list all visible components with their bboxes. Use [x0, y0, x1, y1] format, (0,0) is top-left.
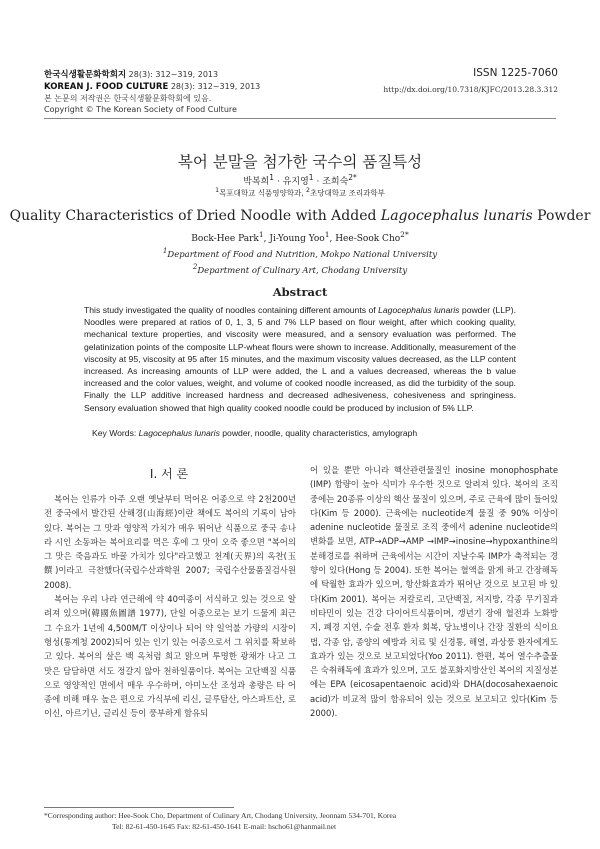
author-2-ko-sup: 1	[308, 173, 314, 182]
section-heading-introduction: I. 서 론	[149, 467, 189, 481]
journal-volume-ko: 28(3): 312~319, 2013	[128, 70, 219, 79]
author-2-en-sup: 1	[324, 230, 330, 239]
title-korean: 복어 분말을 첨가한 국수의 품질특성	[177, 153, 423, 171]
aff-ko-2: 초당대학교 조리과학부	[309, 188, 385, 198]
issn: ISSN 1225-7060	[473, 67, 558, 79]
abstract-part-1: This study investigated the quality of noodles containing different amounts of	[84, 305, 379, 315]
journal-volume-en: 28(3): 312~319, 2013	[170, 82, 261, 91]
keywords-rest: powder, noodle, quality characteristics, amylograph	[219, 428, 418, 438]
keywords-species: Lagocephalus lunaris	[138, 428, 220, 438]
corresponding-author-footnote	[44, 811, 396, 832]
title-english	[0, 208, 600, 224]
title-en-post: Powder	[532, 208, 591, 224]
copyright-line: Copyright © The Korean Society of Food Culture	[44, 105, 237, 114]
abstract-species: Lagocephalus lunaris	[378, 305, 460, 315]
abstract-body	[84, 304, 516, 414]
journal-name-en: KOREAN J. FOOD CULTURE	[44, 82, 169, 92]
footnote-line-1: *Corresponding author: Hee-Sook Cho, Department of Culinary Art, Chodang University, Jeonnam 534-701, Korea	[44, 811, 397, 820]
title-en-pre: Quality Characteristics of Dried Noodle with Added	[9, 208, 381, 224]
author-1-en: Bock-Hee Park	[191, 234, 259, 244]
paragraph: 복어는 인류가 아주 오랜 옛날부터 먹어온 어종으로 약 2천200년전 중국에서 발간된 산해경(山海經)이란 책에도 복어의 기록이 남아있다. 복어는 그 맛과 영양적 가치가 매우 뛰어난 식품으로 중국 송나라 시인 소동파는 복어요리를 먹은 후에 그 맛이 오죽 좋으면 "복어의 그 맛은 죽음과도 바꿀 가치가 있다"라고했고 천계(天界)의 옥찬(玉饌)이라고 극찬했다(국립수산과학원 2007; 국립수산물품질검사원 2008).	[44, 494, 296, 590]
affiliations-english	[0, 245, 600, 277]
copyright-notice-ko: 본 논문의 저작권은 한국식생활문화학회에 있음.	[44, 94, 212, 103]
abstract-heading: Abstract	[272, 285, 328, 299]
author-3-ko-sup: 2*	[348, 173, 357, 182]
aff-en-1: Department of Food and Nutrition, Mokpo National University	[167, 249, 438, 260]
author-1-en-sup: 1	[258, 230, 264, 239]
author-2-en: Ji-Young Yoo	[269, 234, 325, 244]
aff-en-sup-1: 1	[162, 246, 168, 255]
keywords-label: Key Words:	[92, 428, 139, 438]
aff-ko-1: 목포대학교 식품영양학과,	[219, 188, 306, 198]
author-3-ko: 조희숙	[322, 177, 349, 187]
author-3-en: Hee-Sook Cho	[335, 234, 401, 244]
journal-header	[44, 69, 260, 115]
paragraph: 어 있을 뿐만 아니라 핵산관련물질인 inosine monophosphate (IMP) 함량이 높아 식미가 우수한 것으로 알려져 있다. 복어의 조직 중에는 20종류 이상의 핵산 물질이 있으며, 주로 근육에 많이 들어있다(Kim 등 2000). 근육에는 nucleotide계 물질 중 90% 이상이 adenine nucleotide 물질로 조직 중에서 adenine nucleotide의 변화를 보면, ATP→ADP→AMP →IMP→inosine→hypoxanthine의 분해경로를 취하며 근육에서는 시간이 지날수록 IMP가 축적되는 경향이 있다(Hong 등 2004). 또한 복어는 혈액을 맑게 하고 간장해독에 탁월한 효과가 있으며, 항산화효과가 뛰어난 것으로 보고된 바 있다(Kim 2001). 복어는 저칼로리, 고단백질, 저지방, 각종 무기질과 비타민이 있는 건강 다이어트식품이며, 갱년기 장애 혈전과 노화방지, 폐경 지연, 수술 전후 환자 회복, 당뇨병이나 간장 질환의 식이요법, 각종 암, 종양의 예방과 치료 및 신경통, 해열, 과상풍 환자에게도 효과가 있는 것으로 보고되었다(Yoo 2011). 한편, 복어 열수추출물은 숙취해독에 효과가 있으며, 고도 불포화지방산인 복어의 지질성분에는 EPA (eicosapentaenoic acid)와 DHA(docosahexaenoic acid)가 비교적 많이 함유되어 있는 것으로 보고되고 있다(Kim 등 2000).	[310, 465, 558, 719]
footnote-contact: Tel: 82-61-450-1645 Fax: 82-61-450-1641 E-mail: hscho61@hanmail.net	[112, 821, 337, 831]
author-2-ko: 유지영	[282, 177, 309, 187]
journal-name-ko: 한국식생활문화학회지	[44, 70, 127, 80]
footnote-divider	[44, 807, 234, 808]
title-en-species: Lagocephalus lunaris	[380, 208, 533, 224]
body-column-right	[310, 463, 558, 720]
authors-english: Bock-Hee Park$^1$, Ji-Young Yoo$^1$, Hee-Sook Cho$^{2*}$	[191, 230, 409, 244]
header-divider	[44, 118, 556, 119]
sep: ·	[316, 177, 320, 187]
keywords	[92, 428, 522, 438]
aff-en-2: Department of Culinary Art, Chodang University	[197, 265, 408, 276]
abstract-part-2: powder (LLP). Noodles were prepared at ratios of 0, 1, 3, 5 and 7% LLP based on flour weight, after which cooking quality, mechanical texture properties, and viscosity were measured, and a sensory evaluation was performed. The gelatinization points of the composite LLP-wheat flours were shown to increase. Additionally, measurement of the viscosity at 95, viscosity at 95 after 15 minutes, and the maximum viscosity values decreased, as the LLP content increased. As increasing amounts of LLP were added, the L and a values decreased, whereas the b value increased and the color values, weight, and volume of cooked noodle increased, as did the turbidity of the soup. Finally the LLP additive increased hardness and decreased adhesiveness, cohesiveness and springiness. Sensory evaluation showed that high quality cooked noodle could be produced by inclusion of 5% LLP.	[84, 305, 516, 413]
author-3-en-sup: 2*	[400, 230, 409, 239]
body-column-left	[44, 492, 296, 721]
aff-ko-sup-2: 2	[306, 187, 310, 194]
aff-en-sup-2: 2	[192, 261, 198, 271]
aff-ko-sup-1: 1	[215, 187, 220, 194]
author-1-ko: 박복희	[243, 177, 270, 187]
paragraph: 복어는 우리 나라 연근해에 약 40여종이 서식하고 있는 것으로 알려져 있으며(韓國魚圖譜 1977), 단일 어종으로는 보기 드물게 최근 그 수요가 1년에 4,500M/T 이상이나 되어 약 일억불 가량의 시장이 형성(통계청 2002)되어 있는 인기 있는 어종으로서 그 위치를 확보하고 있다. 복어의 살은 백 옥처럼 희고 맑으며 투명한 광채가 나고 그 맛은 담담하면 서도 정갈지 않아 천하일품이다. 복어는 고단백질 식품으로 영양적인 면에서 매우 우수하며, 아미노산 조성과 총량은 타 어종에 비해 매우 높은 편으로 가식부에 리신, 글루탐산, 아스파트산, 로이신, 아르기닌, 글리신 등이 풍부하게 함유되	[44, 594, 296, 719]
authors-korean	[0, 173, 600, 187]
sep: ·	[276, 177, 280, 187]
journal-ids	[383, 67, 558, 94]
author-1-ko-sup: 1	[269, 173, 275, 182]
doi-link[interactable]: http://dx.doi.org/10.7318/KJFC/2013.28.3.312	[383, 85, 558, 94]
affiliations-korean	[0, 187, 600, 199]
